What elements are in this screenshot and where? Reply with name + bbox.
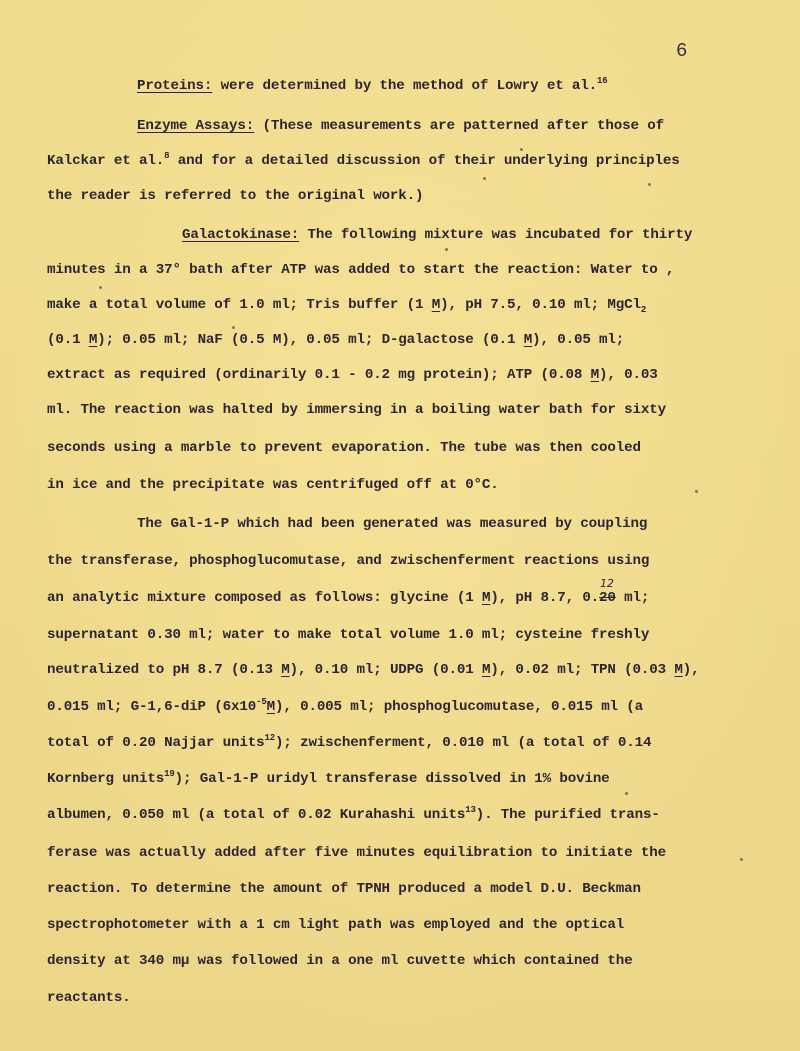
gal1p-text-6b: ), 0.005 ml; phosphoglucomutase, 0.015 ml (a — [275, 699, 644, 715]
gal1p-text-3b: ), pH 8.7, 0. — [490, 590, 600, 606]
galactokinase-line-5 — [47, 367, 658, 383]
proteins-text: were determined by the method of Lowry et al. — [212, 78, 598, 94]
gal1p-line-6 — [47, 699, 643, 715]
paper-speck — [99, 286, 102, 289]
galactokinase-line-4 — [47, 332, 624, 348]
molar-unit: M — [590, 367, 600, 383]
gal1p-text-5c: ), 0.02 ml; TPN (0.03 — [490, 662, 675, 678]
molar-unit: M — [88, 332, 98, 348]
reference-12: 12 — [264, 733, 275, 743]
molar-unit: M — [266, 699, 275, 715]
galactokinase-line-1 — [182, 227, 692, 243]
enzyme-assays-text-2b: and for a detailed discussion of their underlying principles — [169, 153, 680, 169]
paper-speck — [520, 148, 523, 151]
enzyme-assays-reference: 8 — [164, 151, 170, 161]
gal1p-line-11: reaction. To determine the amount of TPNH produced a model D.U. Beckman — [47, 881, 641, 897]
galactokinase-text-5b: ), 0.03 — [599, 367, 658, 383]
galactokinase-line-3 — [47, 297, 646, 313]
gal1p-text-9a: albumen, 0.050 ml (a total of 0.02 Kurahashi units — [47, 807, 466, 823]
galactokinase-line-8: in ice and the precipitate was centrifuged off at 0°C. — [47, 477, 499, 493]
galactokinase-text-4c: ), 0.05 ml; — [532, 332, 625, 348]
paper-speck — [740, 858, 743, 861]
gal1p-text-7b: ); zwischenferment, 0.010 ml (a total of 0.14 — [274, 735, 652, 751]
galactokinase-text-3b: ), pH 7.5, 0.10 ml; MgCl — [440, 297, 641, 313]
galactokinase-line-6: ml. The reaction was halted by immersing in a boiling water bath for sixty — [47, 402, 666, 418]
galactokinase-line-7: seconds using a marble to prevent evaporation. The tube was then cooled — [47, 440, 641, 456]
proteins-reference: 16 — [597, 76, 608, 86]
molar-unit: M — [523, 332, 533, 348]
paper-speck — [648, 183, 651, 186]
gal1p-line-10: ferase was actually added after five minutes equilibration to initiate the — [47, 845, 666, 861]
mgcl2-subscript: 2 — [640, 305, 647, 315]
enzyme-assays-line-2 — [47, 153, 680, 169]
gal1p-text-3a: an analytic mixture composed as follows: glycine (1 — [47, 590, 482, 606]
paper-speck — [483, 177, 486, 180]
molar-unit: M — [431, 297, 441, 313]
molar-unit: M — [281, 662, 290, 678]
gal1p-text-8a: Kornberg units — [47, 771, 165, 787]
galactokinase-heading: Galactokinase: — [182, 227, 300, 243]
gal1p-text-6a: 0.015 ml; G-1,6-diP (6x10 — [47, 699, 257, 715]
gal1p-text-5b: ), 0.10 ml; UDPG (0.01 — [289, 662, 482, 678]
galactokinase-text-1: The following mixture was incubated for thirty — [299, 227, 693, 243]
page-number: 6 — [676, 40, 688, 62]
paper-speck — [695, 490, 698, 493]
exponent: -5 — [256, 697, 267, 707]
correction-value: 12 — [600, 577, 614, 590]
enzyme-assays-line-1 — [137, 118, 664, 134]
paper-speck — [625, 792, 628, 795]
handwritten-correction — [599, 577, 616, 606]
gal1p-line-8 — [47, 771, 610, 787]
proteins-heading: Proteins: — [137, 78, 213, 94]
gal1p-text-5a: neutralized to pH 8.7 (0.13 — [47, 662, 282, 678]
paper-speck — [232, 326, 235, 329]
gal1p-text-8b: ); Gal-1-P uridyl transferase dissolved in 1% bovine — [174, 771, 610, 787]
galactokinase-text-3a: make a total volume of 1.0 ml; Tris buffer (1 — [47, 297, 432, 313]
gal1p-line-13: density at 340 mμ was followed in a one ml cuvette which contained the — [47, 953, 633, 969]
gal1p-line-3 — [47, 577, 650, 606]
galactokinase-text-4b: ); 0.05 ml; NaF (0.5 M), 0.05 ml; D-galactose (0.1 — [97, 332, 524, 348]
enzyme-assays-line-3: the reader is referred to the original work.) — [47, 188, 424, 204]
enzyme-assays-heading: Enzyme Assays: — [137, 118, 255, 134]
enzyme-assays-text-1: (These measurements are patterned after those of — [254, 118, 664, 134]
galactokinase-text-5a: extract as required (ordinarily 0.1 - 0.2 mg protein); ATP (0.08 — [47, 367, 591, 383]
gal1p-line-14: reactants. — [47, 990, 131, 1006]
proteins-line — [137, 78, 608, 94]
reference-19: 19 — [164, 769, 175, 779]
galactokinase-text-4a: (0.1 — [47, 332, 89, 348]
gal1p-line-1: The Gal-1-P which had been generated was measured by coupling — [137, 516, 648, 532]
gal1p-line-4: supernatant 0.30 ml; water to make total volume 1.0 ml; cysteine freshly — [47, 627, 650, 643]
enzyme-assays-text-2a: Kalckar et al. — [47, 153, 165, 169]
gal1p-line-2: the transferase, phosphoglucomutase, and zwischenferment reactions using — [47, 553, 650, 569]
molar-unit: M — [674, 662, 683, 678]
gal1p-text-7a: total of 0.20 Najjar units — [47, 735, 265, 751]
molar-unit: M — [481, 590, 491, 606]
gal1p-text-3c: ml; — [615, 590, 650, 606]
gal1p-text-9b: ). The purified trans- — [475, 807, 660, 823]
gal1p-line-9 — [47, 807, 660, 823]
molar-unit: M — [481, 662, 491, 678]
galactokinase-line-2: minutes in a 37° bath after ATP was added to start the reaction: Water to , — [47, 262, 675, 278]
gal1p-line-5 — [47, 662, 699, 678]
gal1p-text-5d: ), — [682, 662, 700, 678]
paper-speck — [445, 248, 448, 251]
gal1p-line-7 — [47, 735, 651, 751]
struck-value: 20 — [599, 590, 616, 606]
gal1p-line-12: spectrophotometer with a 1 cm light path was employed and the optical — [47, 917, 625, 933]
reference-13: 13 — [465, 805, 476, 815]
